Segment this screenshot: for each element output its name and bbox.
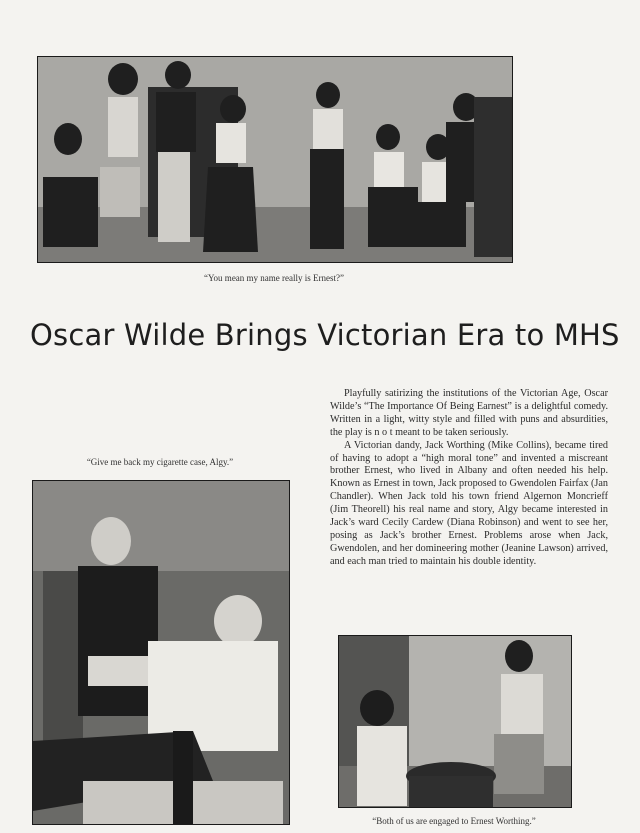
article-paragraph-1: Playfully satirizing the institutions of the Victorian Age, Oscar Wilde’s “The Importance Of Being Earnest” is a delightful comedy. Written in a light, witty style and filled with puns and absurdities, the play is n o t meant to be taken seriously. <box>330 388 608 438</box>
article-body <box>330 388 608 569</box>
caption-top: “You mean my name really is Ernest?” <box>203 273 345 283</box>
stage-photo-left <box>32 480 290 825</box>
page-headline: Oscar Wilde Brings Victorian Era to MHS <box>30 318 620 352</box>
stage-photo-top <box>37 56 513 263</box>
stage-photo-bottom-right <box>338 635 572 808</box>
article-paragraph-2: A Victorian dandy, Jack Worthing (Mike Collins), became tired of having to adopt a “high moral tone” and invented a miscreant brother Ernest, who lived in Albany and often needed his help. Known as Ernest in town, Jack proposed to Gwendolen Fairfax (Jan Chandler). When Jack told his town friend Algernon Moncrieff (Jim Theorell) his real name and story, Algy became interested in Jack’s ward Cecily Cardew (Diana Robinson) and went to see her, posing as Jack’s brother Ernest. Problems arose when Jack, Gwendolen, and her domineering mother (Jeanine Lawson) arrived, and each man tried to maintain his double identity. <box>330 439 608 567</box>
caption-left: “Give me back my cigarette case, Algy.” <box>86 457 234 467</box>
caption-bottom-right: “Both of us are engaged to Ernest Worthing.” <box>372 816 536 826</box>
